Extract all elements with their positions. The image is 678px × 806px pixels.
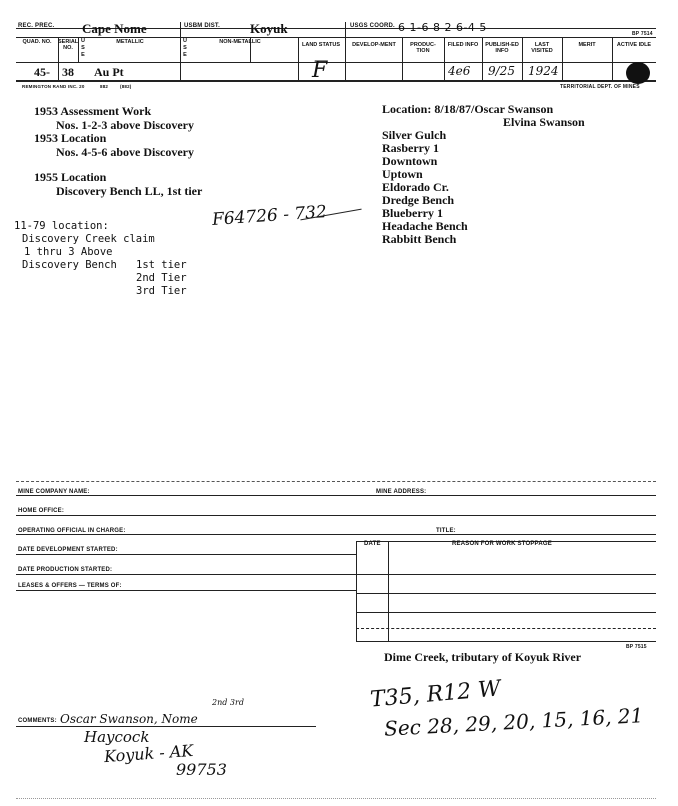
note-line-3: 1953 Location <box>34 131 107 145</box>
note-line-2: Nos. 1-2-3 above Discovery <box>56 118 194 132</box>
serial-no-label: SERIAL NO. <box>58 39 79 51</box>
creek-text: Dime Creek, tributary of Koyuk River <box>384 650 582 664</box>
note-line-5: 1955 Location <box>34 170 107 184</box>
operating-official-label: OPERATING OFFICIAL IN CHARGE: <box>18 528 126 534</box>
last-visited-value: 1924 <box>528 64 559 78</box>
tier-3: 3rd Tier <box>136 285 187 297</box>
claim-7: Blueberry 1 <box>382 206 443 220</box>
published-info-value: 9/25 <box>488 64 515 78</box>
date-production-label: DATE PRODUCTION STARTED: <box>18 567 113 573</box>
form-number-bottom: BP 7515 <box>626 644 647 650</box>
comment-line-3: Koyuk - AK <box>103 740 194 767</box>
u-letter-left: U <box>81 38 85 44</box>
land-status-value: F <box>312 58 328 83</box>
note-line-6: Discovery Bench LL, 1st tier <box>56 184 203 198</box>
s-letter-left: S <box>81 45 85 51</box>
location-1179-line-1: Discovery Creek claim <box>22 233 155 245</box>
lower-top-rule <box>16 481 656 482</box>
date-development-label: DATE DEVELOPMENT STARTED: <box>18 547 118 553</box>
date-label: DATE <box>364 541 381 547</box>
mine-address-label: MINE ADDRESS: <box>376 489 427 495</box>
claim-1: Silver Gulch <box>382 128 447 142</box>
claim-6: Dredge Bench <box>382 193 455 207</box>
printer-code-1: 882 <box>100 84 109 89</box>
e-letter-right: E <box>183 52 187 58</box>
quad-value: 45- <box>34 65 50 79</box>
location-line-2: Elvina Swanson <box>503 115 585 129</box>
usbm-dist-value: Koyuk <box>250 21 288 36</box>
tier-1: 1st tier <box>136 259 187 271</box>
printer-note: REMINGTON RAND INC. 20 <box>22 84 85 89</box>
location-1179-line-3: Discovery Bench <box>22 259 117 271</box>
active-idle-label: ACTIVE IDLE <box>616 42 652 48</box>
printer-code-2: (882) <box>120 84 132 89</box>
land-status-label: LAND STATUS <box>302 42 340 48</box>
location-line-1: Location: 8/18/87/Oscar Swanson <box>382 102 554 116</box>
bottom-dotted-edge <box>16 798 656 799</box>
development-label: DEVELOP-MENT <box>352 42 396 48</box>
comment-line-2: Haycock <box>84 728 150 746</box>
township-range: T35, R12 W <box>369 676 502 713</box>
form-number-top: BP 7514 <box>632 31 653 37</box>
reason-label: REASON FOR WORK STOPPAGE <box>452 541 552 547</box>
claim-4: Uptown <box>382 167 423 181</box>
title-label: TITLE: <box>436 528 456 534</box>
nonmetallic-label: NON-METALLIC <box>219 39 261 45</box>
rec-prec-label: REC. PREC. <box>18 23 55 29</box>
note-line-4: Nos. 4-5-6 above Discovery <box>56 145 194 159</box>
territorial-label: TERRITORIAL DEPT. OF MINES <box>560 84 640 90</box>
serial-value: 38 <box>62 65 74 79</box>
production-label: PRODUC-TION <box>410 42 436 54</box>
merit-label: MERIT <box>578 42 596 48</box>
u-letter-right: U <box>183 38 187 44</box>
handwritten-reference: F64726 - 732 <box>211 202 328 230</box>
last-visited-label: LAST VISITED <box>531 42 553 54</box>
published-info-label: PUBLISH-ED INFO <box>485 42 519 54</box>
comment-line-1: Oscar Swanson, Nome <box>60 712 198 726</box>
location-1179-title: 11-79 location: <box>14 220 109 232</box>
mine-company-label: MINE COMPANY NAME: <box>18 489 90 495</box>
e-letter-left: E <box>81 52 85 58</box>
home-office-label: HOME OFFICE: <box>18 508 65 514</box>
claim-5: Eldorado Cr. <box>382 180 449 194</box>
location-1179-line-2: 1 thru 3 Above <box>24 246 113 258</box>
filed-info-label: FILED INFO <box>447 42 479 48</box>
usbm-dist-label: USBM DIST. <box>184 23 221 29</box>
note-line-1: 1953 Assessment Work <box>34 104 152 118</box>
claim-9: Rabbitt Bench <box>382 232 457 246</box>
metallic-value: Au Pt <box>94 65 124 79</box>
usgs-coord-value: 6 1-6 8 2 6-4 5 <box>398 21 487 34</box>
tier-2: 2nd Tier <box>136 272 187 284</box>
claim-2: Rasberry 1 <box>382 141 439 155</box>
small-handwritten-note: 2nd 3rd <box>212 698 244 707</box>
leases-offers-label: LEASES & OFFERS — TERMS OF: <box>18 583 122 589</box>
rec-prec-value: Cape Nome <box>82 21 147 36</box>
quad-no-label: QUAD. NO. <box>22 39 52 45</box>
filed-info-value: 4e6 <box>448 64 471 78</box>
sections: Sec 28, 29, 20, 15, 16, 21 <box>383 703 644 741</box>
claim-3: Downtown <box>382 154 438 168</box>
s-letter-right: S <box>183 45 187 51</box>
comment-line-4: 99753 <box>176 760 227 779</box>
usgs-coord-label: USGS COORD. <box>350 23 395 29</box>
active-mark <box>626 62 650 84</box>
comments-label: COMMENTS: <box>18 718 57 724</box>
metallic-label: METALLIC <box>116 39 144 45</box>
claim-8: Headache Bench <box>382 219 468 233</box>
